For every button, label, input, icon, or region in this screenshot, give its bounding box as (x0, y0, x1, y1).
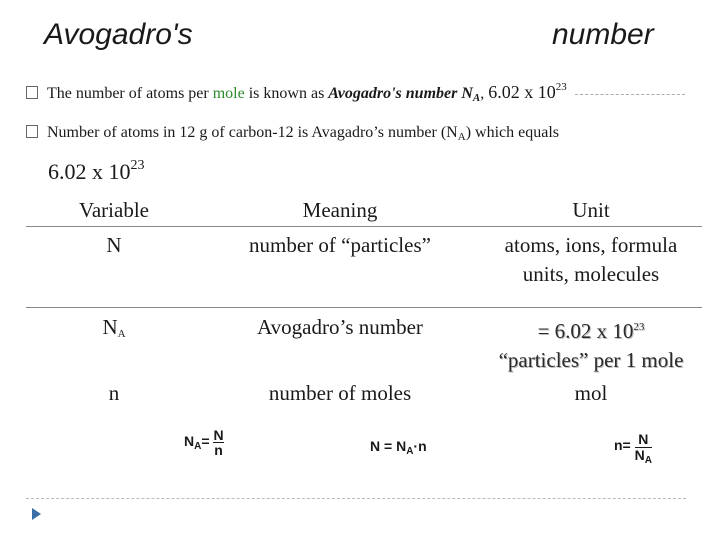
table-header-unit: Unit (572, 198, 610, 222)
title-right: number (552, 18, 654, 51)
formula-n: $N = N_A\cdot n$ (370, 438, 427, 457)
bullet-box-icon (26, 125, 38, 138)
footer-rule (26, 498, 686, 499)
table-cell-variable: N (106, 233, 122, 257)
table-cell-meaning: number of moles (268, 381, 412, 405)
bullet-item-1: The number of atoms per mole is known as Avogadro's number $N_A$, 6.02 x $10^{23}$ (26, 81, 567, 104)
table-cell-unit: atoms, ions, formula units, molecules (504, 233, 678, 286)
formula-moles: n= $\frac{N}{N_A}$ (614, 431, 652, 466)
table-cell-meaning: number of “particles” (249, 233, 431, 257)
dashed-rule (575, 94, 685, 95)
bullet-box-icon (26, 86, 38, 99)
table-cell-unit: = 6.02 x $10^{23}$ “particles” per 1 mole (498, 319, 684, 372)
table-divider (26, 307, 702, 308)
formula-na: $N_A=$ $\frac{N}{n}$ (184, 427, 224, 458)
table-cell-variable: $N_A$ (102, 315, 126, 340)
bullet-item-2: Number of atoms in 12 g of carbon-12 is Avagadro’s number $(N_A)$ which equals (26, 124, 559, 143)
table-cell-variable: n (108, 381, 120, 405)
table-header-variable: Variable (79, 198, 149, 222)
table-header-meaning: Meaning (302, 198, 378, 222)
avogadro-value: 6.02 x $10^{23}$ (48, 158, 145, 184)
table-cell-meaning: Avogadro’s number (257, 315, 423, 339)
title-left: Avogadro's (44, 18, 193, 51)
next-slide-arrow-icon[interactable] (32, 508, 41, 520)
mole-link[interactable]: mole (212, 85, 245, 102)
table-cell-unit: mol (574, 381, 608, 405)
table-divider (26, 226, 702, 227)
